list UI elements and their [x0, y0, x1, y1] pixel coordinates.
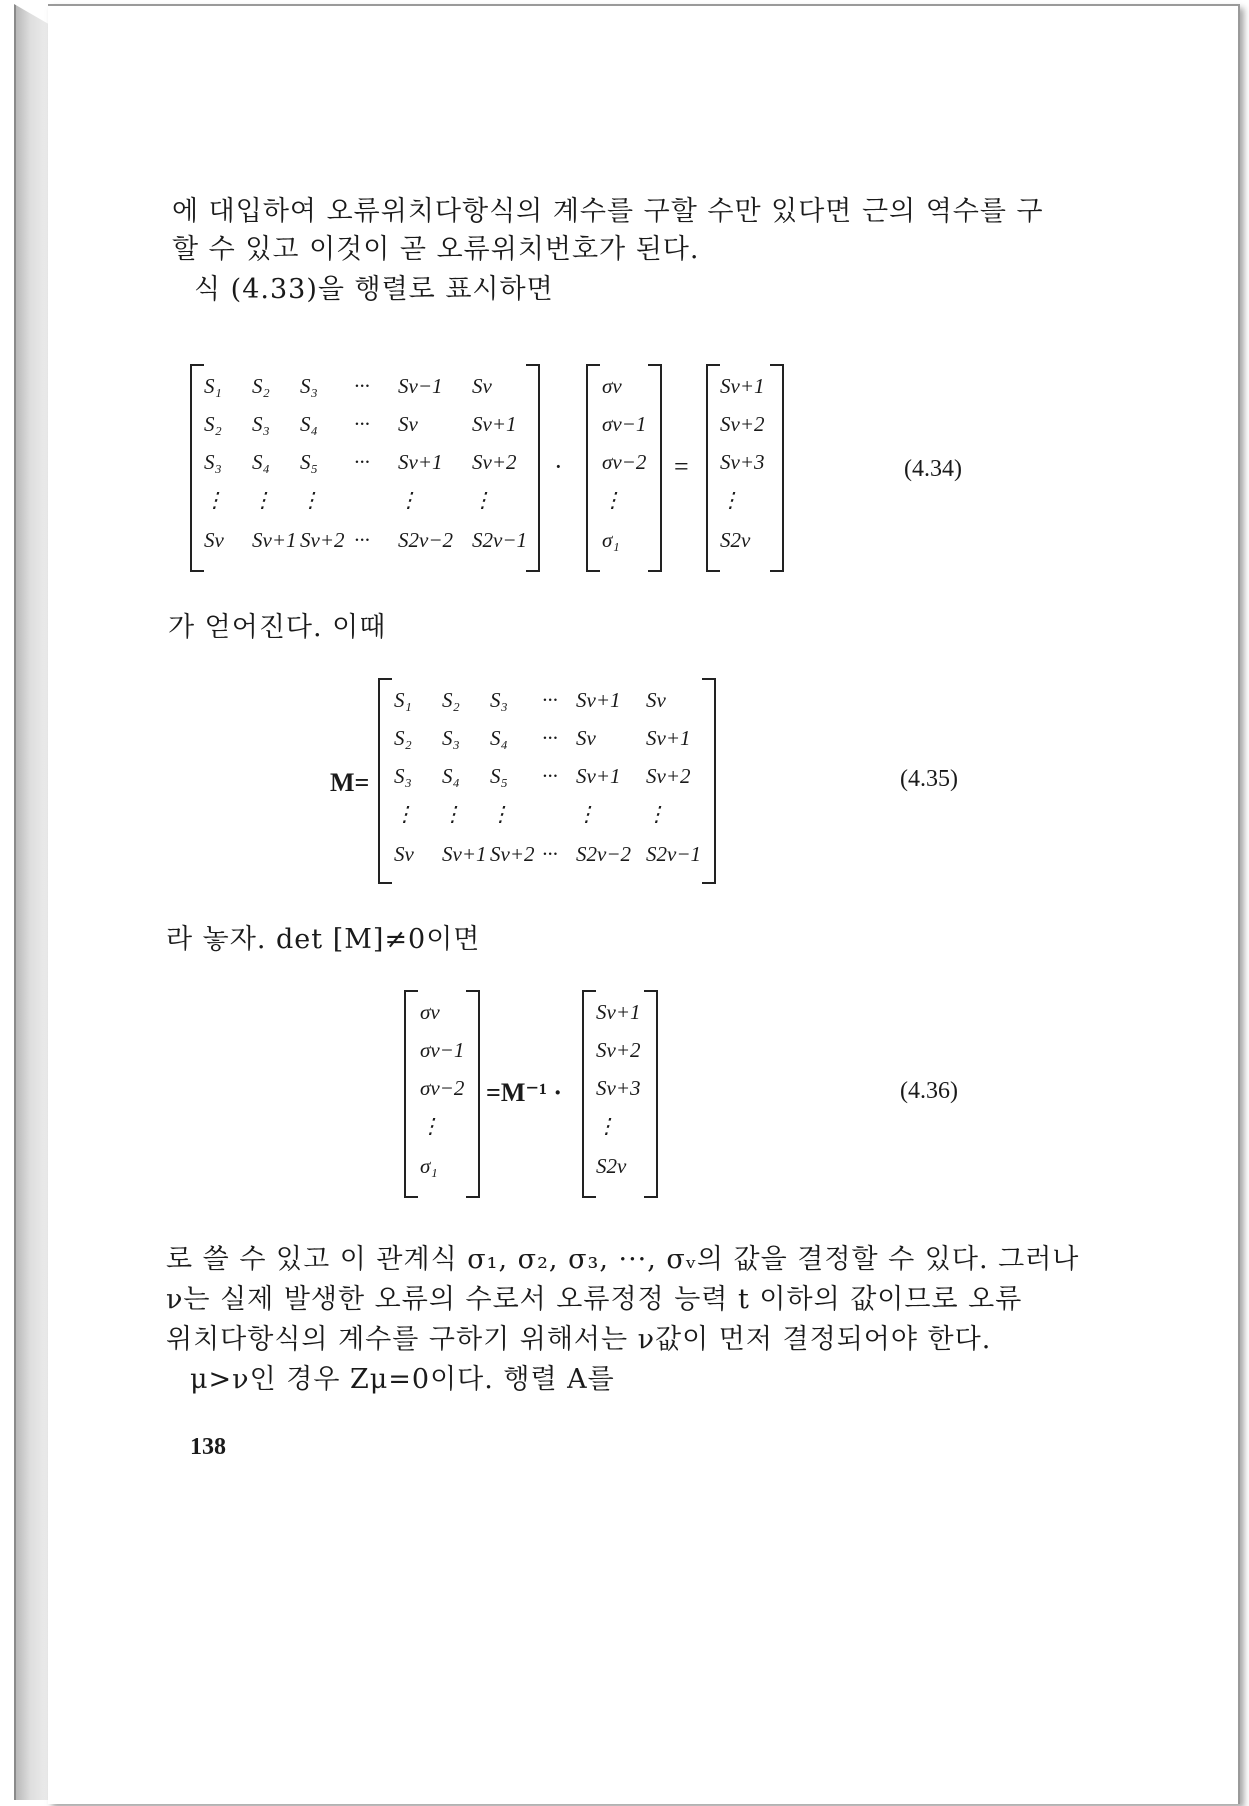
matrix-cell: ···: [354, 528, 370, 552]
matrix-m: [378, 678, 716, 884]
matrix-cell: S₁: [394, 688, 412, 712]
matrix-cell: Sν: [394, 842, 414, 866]
paragraph-line: 할 수 있고 이것이 곧 오류위치번호가 된다.: [172, 234, 700, 265]
matrix-cell: Sν+2: [300, 528, 345, 552]
matrix-cell: S2ν−2: [398, 528, 453, 552]
matrix-cell: Sν+1: [720, 374, 765, 398]
matrix-cell: ⋮: [252, 488, 273, 512]
matrix-cell: ⋮: [204, 488, 225, 512]
matrix-cell: ⋮: [472, 488, 493, 512]
matrix-sigma: [586, 364, 662, 572]
matrix-cell: Sν+2: [596, 1038, 641, 1062]
matrix-cell: Sν+3: [596, 1076, 641, 1100]
matrix-cell: S₅: [300, 450, 318, 474]
equation-number: (4.35): [900, 766, 958, 792]
matrix-cell: σν−2: [420, 1076, 465, 1100]
matrix-cell: Sν+2: [646, 764, 691, 788]
matrix-cell: S2ν: [720, 528, 751, 552]
matrix-cell: Sν+1: [576, 688, 621, 712]
matrix-cell: σ₁: [602, 528, 620, 552]
matrix-cell: S₂: [252, 374, 270, 398]
matrix-cell: S₃: [252, 412, 270, 436]
matrix-cell: ···: [542, 764, 558, 788]
matrix-cell: ⋮: [300, 488, 321, 512]
paragraph-line: 로 쓸 수 있고 이 관계식 σ₁, σ₂, σ₃, ···, σᵥ의 값을 결정할 수 있다. 그러나: [166, 1244, 1080, 1275]
equation-number: (4.34): [904, 456, 962, 482]
matrix-cell: Sν: [204, 528, 224, 552]
matrix-cell: Sν+2: [472, 450, 517, 474]
matrix-sigma: [404, 990, 480, 1198]
matrix-cell: ⋮: [490, 802, 511, 826]
matrix-cell: S2ν−1: [472, 528, 527, 552]
book-page: [48, 4, 1240, 1804]
matrix-cell: S2ν−2: [576, 842, 631, 866]
page-number: 138: [190, 1434, 226, 1460]
matrix-cell: ···: [354, 374, 370, 398]
matrix-cell: ⋮: [720, 488, 741, 512]
matrix-cell: S₅: [490, 764, 508, 788]
matrix-cell: Sν+1: [252, 528, 297, 552]
paragraph-line: ν는 실제 발생한 오류의 수로서 오류정정 능력 t 이하의 값이므로 오류: [166, 1284, 1023, 1315]
matrix-lhs: M=: [330, 768, 370, 797]
matrix-cell: Sν+1: [576, 764, 621, 788]
matrix-cell: S₁: [204, 374, 222, 398]
matrix-cell: ⋮: [602, 488, 623, 512]
paragraph-line: 위치다항식의 계수를 구하기 위해서는 ν값이 먼저 결정되어야 한다.: [166, 1324, 992, 1355]
inverse-operator: =M⁻¹ ·: [486, 1078, 563, 1107]
matrix-cell: Sν+1: [442, 842, 487, 866]
matrix-cell: S2ν−1: [646, 842, 701, 866]
matrix-cell: Sν: [646, 688, 666, 712]
paragraph-line: 식 (4.33)을 행렬로 표시하면: [194, 274, 554, 305]
matrix-cell: S₄: [252, 450, 270, 474]
matrix-cell: ···: [542, 842, 558, 866]
matrix-cell: S₄: [442, 764, 460, 788]
matrix-cell: S₄: [490, 726, 508, 750]
matrix-rhs: [582, 990, 658, 1198]
matrix-cell: Sν: [472, 374, 492, 398]
matrix-cell: Sν+1: [398, 450, 443, 474]
matrix-cell: S₃: [442, 726, 460, 750]
matrix-cell: ⋮: [394, 802, 415, 826]
matrix-cell: σν−1: [420, 1038, 465, 1062]
matrix-cell: ⋮: [576, 802, 597, 826]
matrix-cell: Sν−1: [398, 374, 443, 398]
matrix-syndrome: [190, 364, 540, 572]
matrix-cell: Sν: [576, 726, 596, 750]
matrix-cell: Sν: [398, 412, 418, 436]
matrix-cell: S₃: [394, 764, 412, 788]
matrix-cell: Sν+2: [720, 412, 765, 436]
book-edge: [14, 4, 52, 1800]
paragraph-line: 가 얻어진다. 이때: [168, 612, 387, 643]
matrix-cell: ···: [542, 688, 558, 712]
matrix-cell: S₂: [442, 688, 460, 712]
matrix-rhs: [706, 364, 784, 572]
matrix-cell: σν: [602, 374, 622, 398]
equation-number: (4.36): [900, 1078, 958, 1104]
matrix-cell: Sν+1: [646, 726, 691, 750]
matrix-cell: ···: [354, 412, 370, 436]
matrix-cell: σν−1: [602, 412, 647, 436]
matrix-cell: S₂: [394, 726, 412, 750]
matrix-cell: ⋮: [420, 1114, 441, 1138]
matrix-cell: S₄: [300, 412, 318, 436]
matrix-cell: Sν+1: [472, 412, 517, 436]
matrix-cell: Sν+2: [490, 842, 535, 866]
matrix-cell: S₃: [300, 374, 318, 398]
matrix-cell: S₂: [204, 412, 222, 436]
paragraph-line: 에 대입하여 오류위치다항식의 계수를 구할 수만 있다면 근의 역수를 구: [172, 196, 1044, 227]
paragraph-line: μ>ν인 경우 Zμ=0이다. 행렬 A를: [190, 1364, 615, 1395]
matrix-cell: ⋮: [442, 802, 463, 826]
matrix-cell: σν−2: [602, 450, 647, 474]
matrix-cell: ···: [542, 726, 558, 750]
matrix-cell: ⋮: [398, 488, 419, 512]
paragraph-line: 라 놓자. det [M]≠0이면: [166, 924, 481, 955]
matrix-cell: S₃: [490, 688, 508, 712]
matrix-cell: σν: [420, 1000, 440, 1024]
dot-operator: ·: [554, 452, 563, 481]
matrix-cell: σ₁: [420, 1154, 438, 1178]
matrix-cell: ⋮: [646, 802, 667, 826]
matrix-cell: ⋮: [596, 1114, 617, 1138]
equals-sign: =: [674, 452, 689, 481]
matrix-cell: Sν+3: [720, 450, 765, 474]
matrix-cell: S₃: [204, 450, 222, 474]
matrix-cell: S2ν: [596, 1154, 627, 1178]
matrix-cell: Sν+1: [596, 1000, 641, 1024]
matrix-cell: ···: [354, 450, 370, 474]
